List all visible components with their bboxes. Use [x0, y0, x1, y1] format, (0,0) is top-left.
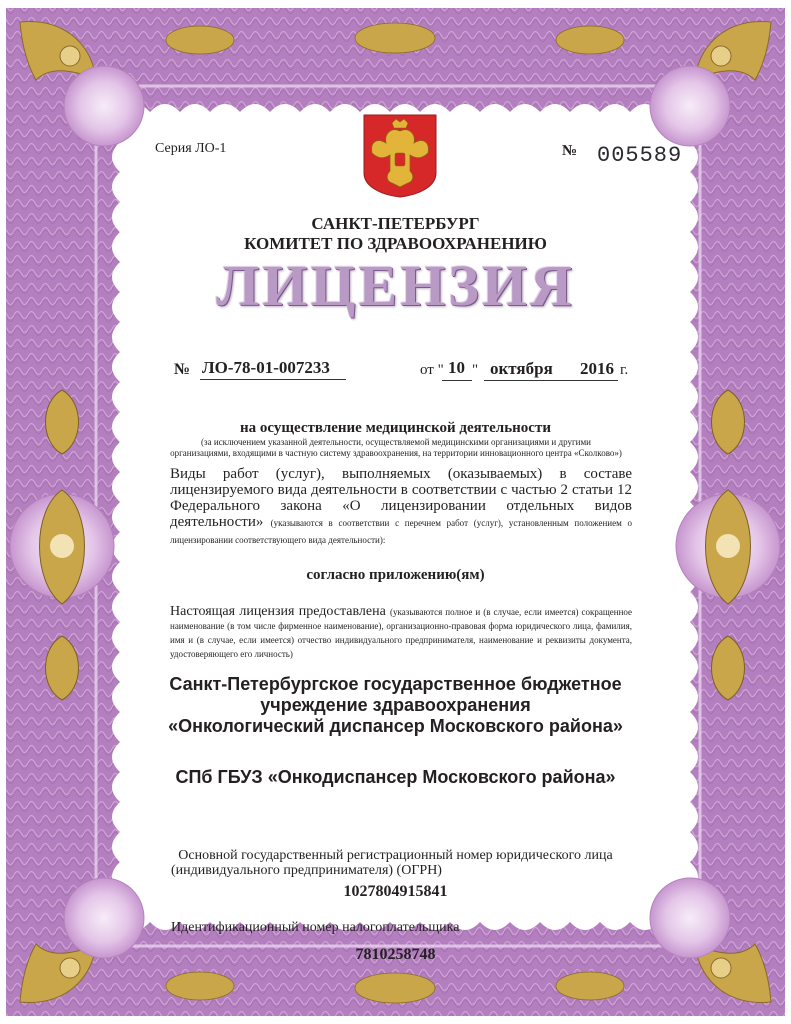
ogrn-label-line-1: Основной государственный регистрационный номер юридического лица — [178, 848, 613, 863]
issue-year: 2016 — [580, 359, 614, 378]
month-year-underline — [484, 380, 618, 381]
document-title: ЛИЦЕНЗИЯ — [216, 253, 575, 318]
organization-name-line-1: Санкт-Петербургское государственное бюджетное — [169, 674, 622, 694]
license-number-sign: № — [174, 361, 191, 378]
organization-short-name: СПб ГБУЗ «Онкодиспансер Московского района» — [175, 767, 616, 787]
inn-label: Идентификационный номер налогоплательщика — [171, 920, 460, 935]
committee-heading: КОМИТЕТ ПО ЗДРАВООХРАНЕНИЮ — [244, 234, 547, 253]
date-prefix: от " — [420, 362, 444, 378]
appendix-reference: согласно приложению(ям) — [306, 567, 485, 583]
activity-heading: на осуществление медицинской деятельности — [240, 420, 551, 436]
granted-note: (указываются полное и (в случае, если имеется) сокращенное наименование (в том числе фирменное наименование), организационно-правовая форма юридического лица, фамилия, имя и (в случае, если имеется) отчество индивидуального предпринимателя, наименование и реквизиты документа, удостоверяющего его личность) — [170, 607, 632, 659]
serial-number-sign: № — [562, 143, 578, 159]
issue-day: 10 — [448, 358, 465, 377]
license-number: ЛО-78-01-007233 — [202, 358, 330, 377]
issue-month: октября — [490, 359, 553, 378]
granted-text: Настоящая лицензия предоставлена — [170, 604, 386, 619]
ogrn-value: 1027804915841 — [343, 883, 448, 900]
organization-name-line-2: учреждение здравоохранения — [260, 695, 531, 715]
serial-number: 005589 — [597, 143, 683, 168]
day-underline — [442, 380, 472, 381]
granted-paragraph — [170, 605, 632, 661]
city-heading: САНКТ-ПЕТЕРБУРГ — [311, 214, 480, 233]
year-suffix: г. — [620, 362, 629, 378]
organization-name-line-3: «Онкологический диспансер Московского района» — [168, 716, 623, 736]
works-paragraph — [170, 466, 632, 548]
works-note: (указываются в соответствии с перечнем работ (услуг), установленным положением о лицензировании соответствующего вида деятельности): — [170, 518, 633, 545]
date-quote-close: " — [472, 362, 479, 378]
ogrn-label-line-2: (индивидуального предпринимателя) (ОГРН) — [171, 863, 442, 878]
activity-note: (за исключением указанной деятельности, осуществляемой медицинскими организациями и другими организациями, входящими в частную систему здравоохранения, на территории инновационного центра «Сколково») — [170, 437, 622, 458]
inn-value: 7810258748 — [355, 946, 436, 963]
license-number-underline — [200, 379, 346, 380]
russian-coat-of-arms-icon — [362, 113, 438, 199]
series-label: Серия ЛО-1 — [155, 141, 227, 156]
works-text: Виды работ (услуг), выполняемых (оказываемых) в составе лицензируемого вида деятельности в соответствии с частью 2 статьи 12 Федерального закона «О лицензировании отдельных видов деятельности» — [170, 466, 632, 530]
